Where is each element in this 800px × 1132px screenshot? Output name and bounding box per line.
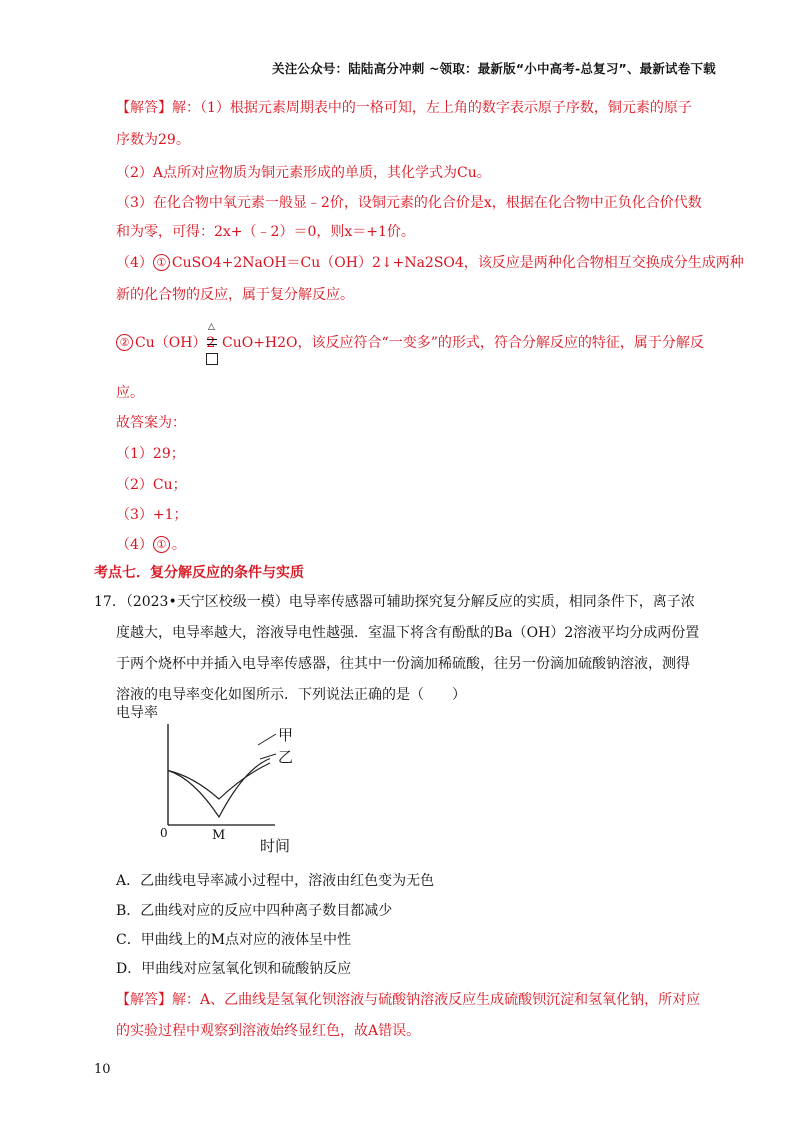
legend-label-jia: 甲 <box>278 726 294 744</box>
page-header: 关注公众号：陆陆高分冲刺 ~领取：最新版“小中高考-总复习”、最新试卷下载 <box>272 61 716 76</box>
section-title: 考点七．复分解反应的条件与实质 <box>94 565 304 581</box>
equals-bar <box>207 339 217 345</box>
origin-label: 0 <box>160 826 168 840</box>
answer-line-2: 序数为29。 <box>116 132 190 148</box>
conductivity-chart <box>110 702 310 862</box>
option-a: A．乙曲线电导率减小过程中，溶液由红色变为无色 <box>116 873 435 889</box>
answer-line-10: 故答案为： <box>116 415 186 431</box>
answer-line-9: 应。 <box>116 385 144 401</box>
answer-line-3: （2）A点所对应物质为铜元素形成的单质，其化学式为Cu。 <box>116 165 491 181</box>
answer-line-1: 【解答】解：（1）根据元素周期表中的一格可知，左上角的数字表示原子序数，铜元素的原子 <box>116 100 692 116</box>
answer-line-7: 新的化合物的反应，属于复分解反应。 <box>116 287 354 303</box>
page-number: 10 <box>94 1062 111 1077</box>
question-line-3: 于两个烧杯中并插入电导率传感器，往其中一份滴加稀硫酸，往另一份滴加硫酸钠溶液，测得 <box>116 656 690 672</box>
reaction-formula-1: CuSO4+2NaOH＝Cu（OH）2↓+Na2SO4， <box>171 255 478 271</box>
circled-number-1b: ① <box>153 536 170 553</box>
series-line-jia <box>168 759 270 818</box>
answer-line-4: （3）在化合物中氧元素一般显﹣2价，设铜元素的化合价是x，根据在化合物中正负化合价代数 <box>116 195 702 211</box>
answer-line-8 <box>116 332 215 352</box>
solution-line-2: 的实验过程中观察到溶液始终显红色，故A错误。 <box>116 1023 421 1039</box>
final-answer-2: （2）Cu； <box>116 477 187 493</box>
option-d: D．甲曲线对应氢氧化钡和硫酸钠反应 <box>116 961 352 977</box>
leader-line-yi <box>260 754 276 759</box>
y-axis-label: 电导率 <box>116 705 158 721</box>
question-line-2: 度越大，电导率越大，溶液导电性越强．室温下将含有酚酞的Ba（OH）2溶液平均分成两份置 <box>116 625 700 641</box>
option-c: C．甲曲线上的M点对应的液体呈中性 <box>116 932 352 948</box>
reaction-formula-2a: Cu（OH）2 <box>135 335 216 351</box>
x-axis-label: 时间 <box>260 837 291 855</box>
option-b: B．乙曲线对应的反应中四种离子数目都减少 <box>116 903 393 919</box>
solution-line-1: 【解答】解：A、乙曲线是氢氧化钡溶液与硫酸钠溶液反应生成硫酸钡沉淀和氢氧化钠，所对应 <box>116 992 701 1008</box>
leader-line-jia <box>258 734 276 745</box>
heat-condition-sign <box>205 322 219 366</box>
final-answer-4-prefix: （4） <box>116 537 153 553</box>
x-marker-m: M <box>212 828 226 843</box>
answer-line-6-prefix: （4） <box>116 255 153 271</box>
answer-line-8b <box>222 332 704 352</box>
final-answer-4 <box>116 534 186 554</box>
answer-line-6-tail: 该反应是两种化合物相互交换成分生成两种 <box>477 255 744 271</box>
final-answer-4-tail: 。 <box>171 537 186 553</box>
heat-triangle-icon: △ <box>208 322 215 332</box>
answer-line-5: 和为零，可得：2x+（﹣2）＝0，则x＝+1价。 <box>116 224 415 240</box>
final-answer-3: （3）+1； <box>116 507 188 523</box>
question-line-1: 17．（2023•天宁区校级一模）电导率传感器可辅助探究复分解反应的实质，相同条件下，离子浓 <box>94 594 695 610</box>
reaction-formula-2b: CuO+H2O， <box>222 335 312 351</box>
final-answer-1: （1）29； <box>116 446 185 462</box>
question-line-4: 溶液的电导率变化如图所示．下列说法正确的是（ ） <box>116 687 466 703</box>
answer-line-8-tail: 该反应符合“一变多”的形式，符合分解反应的特征，属于分解反 <box>311 335 704 351</box>
circled-number-1: ① <box>153 254 170 271</box>
legend-label-yi: 乙 <box>278 748 294 766</box>
answer-line-6 <box>116 252 744 272</box>
circled-number-2: ② <box>116 334 133 351</box>
placeholder-box-icon <box>206 353 218 365</box>
